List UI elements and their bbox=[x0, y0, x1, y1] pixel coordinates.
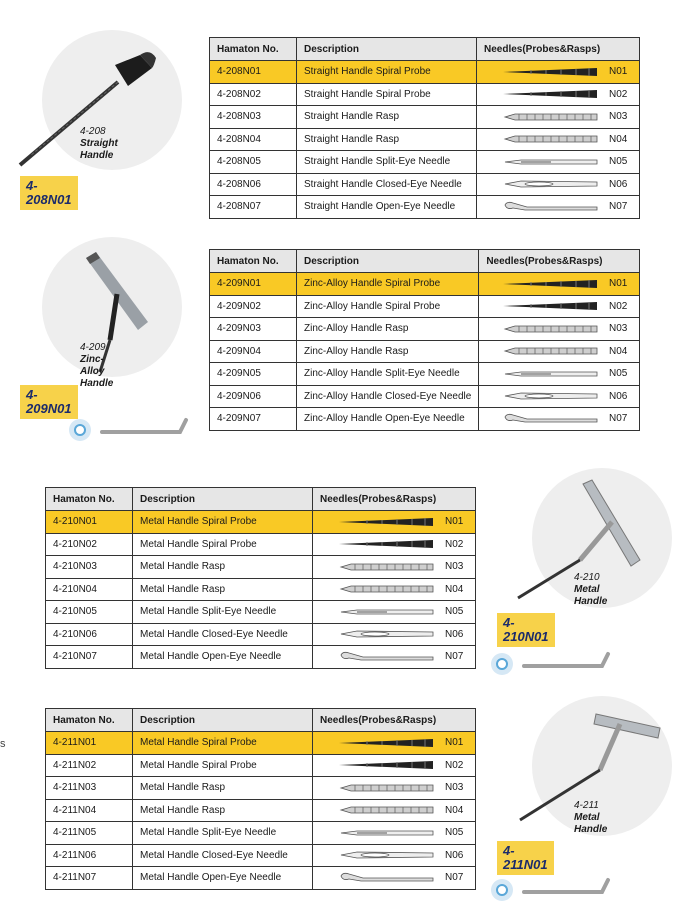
col-header-needles: Needles(Probes&Rasps) bbox=[313, 709, 476, 732]
hamaton-number: 4-211N03 bbox=[46, 777, 133, 800]
product-code-badge: 4-211N01 bbox=[497, 841, 554, 875]
hamaton-number: 4-209N04 bbox=[210, 340, 297, 363]
model-number: 4-208 bbox=[80, 126, 106, 137]
item-description: Metal Handle Closed-Eye Needle bbox=[133, 844, 313, 867]
needle-code: N01 bbox=[445, 516, 464, 528]
needle-code: N03 bbox=[445, 561, 464, 573]
col-header-hamaton-no: Hamaton No. bbox=[46, 709, 133, 732]
needle-code: N05 bbox=[445, 606, 464, 618]
needle-code: N02 bbox=[445, 759, 464, 771]
item-description: Metal Handle Open-Eye Needle bbox=[133, 646, 313, 669]
needle-code: N03 bbox=[609, 323, 628, 335]
needle-code: N07 bbox=[609, 201, 628, 213]
model-number: 4-209 bbox=[80, 342, 106, 353]
hamaton-number: 4-210N05 bbox=[46, 601, 133, 624]
closed-eye-needle-icon bbox=[337, 848, 437, 862]
col-header-hamaton-no: Hamaton No. bbox=[46, 488, 133, 511]
hamaton-number: 4-211N05 bbox=[46, 822, 133, 845]
needle-code: N06 bbox=[609, 178, 628, 190]
col-header-needles: Needles(Probes&Rasps) bbox=[479, 250, 640, 273]
hamaton-number: 4-208N06 bbox=[210, 173, 297, 196]
needle-code: N03 bbox=[609, 111, 628, 123]
allen-key-icon bbox=[490, 876, 620, 906]
col-header-description: Description bbox=[297, 250, 479, 273]
hamaton-number: 4-208N03 bbox=[210, 106, 297, 129]
needle-code: N02 bbox=[609, 300, 628, 312]
needle-code: N01 bbox=[609, 66, 628, 78]
item-description: Zinc-Alloy Handle Open-Eye Needle bbox=[297, 408, 479, 431]
hamaton-number: 4-211N04 bbox=[46, 799, 133, 822]
item-description: Metal Handle Closed-Eye Needle bbox=[133, 623, 313, 646]
handle-type: Straight Handle bbox=[80, 138, 118, 161]
item-description: Straight Handle Spiral Probe bbox=[297, 61, 477, 84]
hamaton-number: 4-211N01 bbox=[46, 732, 133, 755]
col-header-needles: Needles(Probes&Rasps) bbox=[477, 38, 640, 61]
needle-code: N02 bbox=[609, 88, 628, 100]
item-description: Zinc-Alloy Handle Rasp bbox=[297, 318, 479, 341]
hamaton-number: 4-209N07 bbox=[210, 408, 297, 431]
item-description: Metal Handle Split-Eye Needle bbox=[133, 822, 313, 845]
item-description: Straight Handle Open-Eye Needle bbox=[297, 196, 477, 219]
item-description: Zinc-Alloy Handle Spiral Probe bbox=[297, 273, 479, 296]
needle-code: N03 bbox=[445, 782, 464, 794]
handle-type: Metal Handle bbox=[574, 584, 608, 607]
item-description: Straight Handle Split-Eye Needle bbox=[297, 151, 477, 174]
hamaton-number: 4-209N03 bbox=[210, 318, 297, 341]
col-header-description: Description bbox=[133, 488, 313, 511]
hamaton-number: 4-210N03 bbox=[46, 556, 133, 579]
hamaton-number: 4-211N06 bbox=[46, 844, 133, 867]
item-description: Straight Handle Spiral Probe bbox=[297, 83, 477, 106]
hamaton-number: 4-210N06 bbox=[46, 623, 133, 646]
col-header-description: Description bbox=[297, 38, 477, 61]
model-number: 4-210 bbox=[574, 572, 600, 583]
item-description: Zinc-Alloy Handle Closed-Eye Needle bbox=[297, 385, 479, 408]
side-margin-mark: s bbox=[0, 738, 6, 750]
item-description: Metal Handle Rasp bbox=[133, 578, 313, 601]
item-description: Metal Handle Spiral Probe bbox=[133, 732, 313, 755]
item-description: Metal Handle Open-Eye Needle bbox=[133, 867, 313, 890]
item-description: Straight Handle Closed-Eye Needle bbox=[297, 173, 477, 196]
handle-type: Metal Handle bbox=[574, 812, 608, 835]
hamaton-number: 4-211N07 bbox=[46, 867, 133, 890]
needle-code: N06 bbox=[445, 849, 464, 861]
table-row bbox=[46, 867, 476, 890]
needle-code: N04 bbox=[609, 345, 628, 357]
product-code-badge: 4-210N01 bbox=[497, 613, 555, 647]
item-description: Metal Handle Spiral Probe bbox=[133, 533, 313, 556]
product-code-badge: 4-208N01 bbox=[20, 176, 78, 210]
item-description: Metal Handle Spiral Probe bbox=[133, 511, 313, 534]
hamaton-number: 4-208N04 bbox=[210, 128, 297, 151]
item-description: Metal Handle Split-Eye Needle bbox=[133, 601, 313, 624]
col-header-hamaton-no: Hamaton No. bbox=[210, 250, 297, 273]
hamaton-number: 4-209N05 bbox=[210, 363, 297, 386]
item-description: Metal Handle Rasp bbox=[133, 799, 313, 822]
hamaton-number: 4-208N05 bbox=[210, 151, 297, 174]
handle-type: Zinc-Alloy Handle bbox=[80, 354, 114, 389]
product-code-badge: 4-209N01 bbox=[20, 385, 78, 419]
needle-code: N01 bbox=[609, 278, 628, 290]
needle-code: N04 bbox=[445, 804, 464, 816]
needle-code: N02 bbox=[445, 538, 464, 550]
needle-code: N04 bbox=[445, 583, 464, 595]
hamaton-number: 4-210N01 bbox=[46, 511, 133, 534]
hamaton-number: 4-210N02 bbox=[46, 533, 133, 556]
item-description: Metal Handle Rasp bbox=[133, 777, 313, 800]
model-number: 4-211 bbox=[574, 800, 599, 811]
needle-code: N07 bbox=[445, 872, 464, 884]
hamaton-number: 4-209N02 bbox=[210, 295, 297, 318]
needle-code: N06 bbox=[445, 628, 464, 640]
hamaton-number: 4-211N02 bbox=[46, 754, 133, 777]
needle-code: N07 bbox=[609, 413, 628, 425]
item-description: Straight Handle Rasp bbox=[297, 128, 477, 151]
item-description: Metal Handle Rasp bbox=[133, 556, 313, 579]
item-description: Zinc-Alloy Handle Spiral Probe bbox=[297, 295, 479, 318]
hamaton-number: 4-208N07 bbox=[210, 196, 297, 219]
hamaton-number: 4-209N01 bbox=[210, 273, 297, 296]
item-description: Metal Handle Spiral Probe bbox=[133, 754, 313, 777]
needle-code: N05 bbox=[609, 368, 628, 380]
col-header-description: Description bbox=[133, 709, 313, 732]
needle-cell bbox=[313, 867, 476, 890]
needle-code: N05 bbox=[445, 827, 464, 839]
hamaton-number: 4-208N01 bbox=[210, 61, 297, 84]
needle-code: N07 bbox=[445, 651, 464, 663]
col-header-hamaton-no: Hamaton No. bbox=[210, 38, 297, 61]
hamaton-number: 4-209N06 bbox=[210, 385, 297, 408]
hamaton-number: 4-208N02 bbox=[210, 83, 297, 106]
col-header-needles: Needles(Probes&Rasps) bbox=[313, 488, 476, 511]
needle-code: N04 bbox=[609, 133, 628, 145]
needle-code: N06 bbox=[609, 390, 628, 402]
hamaton-number: 4-210N04 bbox=[46, 578, 133, 601]
item-description: Straight Handle Rasp bbox=[297, 106, 477, 129]
item-description: Zinc-Alloy Handle Split-Eye Needle bbox=[297, 363, 479, 386]
needle-code: N05 bbox=[609, 156, 628, 168]
open-eye-needle-icon bbox=[337, 871, 437, 885]
needle-code: N01 bbox=[445, 737, 464, 749]
item-description: Zinc-Alloy Handle Rasp bbox=[297, 340, 479, 363]
hamaton-number: 4-210N07 bbox=[46, 646, 133, 669]
